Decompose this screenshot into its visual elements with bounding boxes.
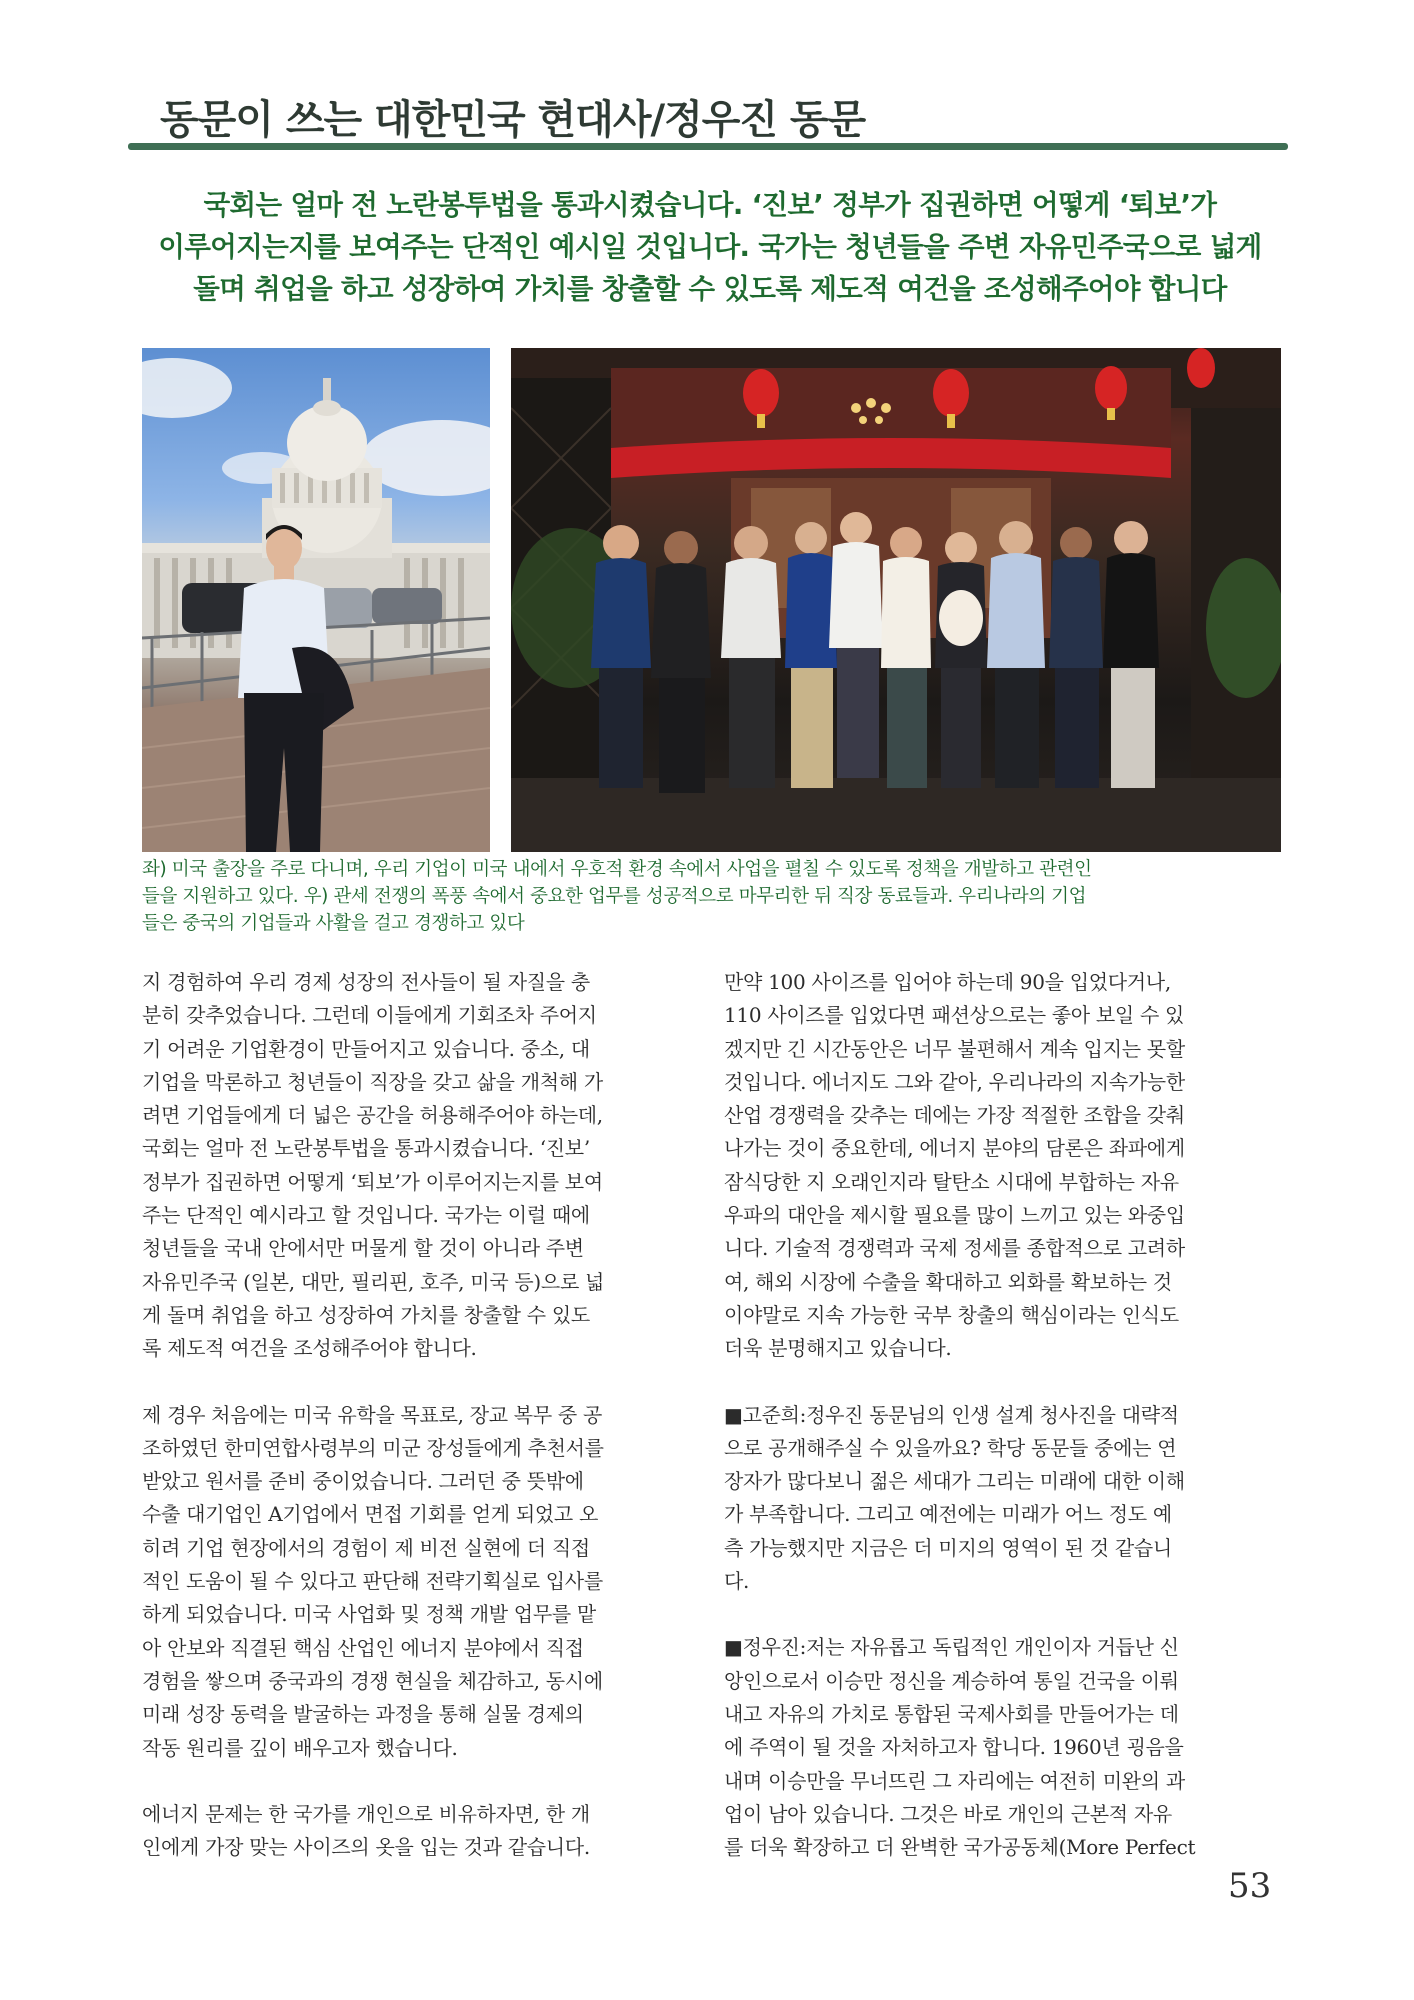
text-line: ■고준희:정우진 동문님의 인생 설계 청사진을 대략적 xyxy=(724,1402,1179,1427)
text-line: 업이 남아 있습니다. 그것은 바로 개인의 근본적 자유 xyxy=(724,1801,1172,1826)
text-line: 잠식당한 지 오래인지라 탈탄소 시대에 부합하는 자유 xyxy=(724,1169,1179,1194)
text-line: 게 돌며 취업을 하고 성장하여 가치를 창출할 수 있도 xyxy=(142,1302,590,1327)
text-line: ■정우진:저는 자유롭고 독립적인 개인이자 거듭난 신 xyxy=(724,1635,1179,1660)
title-divider xyxy=(128,143,1288,150)
lead-line: 돌며 취업을 하고 성장하여 가치를 창출할 수 있도록 제도적 여건을 조성해주어야 합니다 xyxy=(193,273,1227,305)
interview-answer xyxy=(724,1631,1276,1864)
text-line: 하게 되었습니다. 미국 사업화 및 정책 개발 업무를 맡 xyxy=(142,1602,596,1627)
text-line: 우파의 대안을 제시할 필요를 많이 느끼고 있는 와중입 xyxy=(724,1203,1185,1228)
text-line: 에너지 문제는 한 국가를 개인으로 비유하자면, 한 개 xyxy=(142,1801,590,1826)
text-line: 더욱 분명해지고 있습니다. xyxy=(724,1336,952,1361)
page-number: 53 xyxy=(1228,1866,1272,1906)
text-line: 려면 기업들에게 더 넓은 공간을 허용해주어야 하는데, xyxy=(142,1103,603,1128)
section-title: 동문이 쓰는 대한민국 현대사/정우진 동문 xyxy=(160,97,866,143)
text-line: 국회는 얼마 전 노란봉투법을 통과시켰습니다. ‘진보’ xyxy=(142,1136,590,1161)
text-line: 조하였던 한미연합사령부의 미군 장성들에게 추천서를 xyxy=(142,1435,604,1460)
text-line: 청년들을 국내 안에서만 머물게 할 것이 아니라 주변 xyxy=(142,1236,584,1261)
text-line: 내고 자유의 가치로 통합된 국제사회를 만들어가는 데 xyxy=(724,1701,1179,1726)
text-line: 다. xyxy=(724,1569,750,1594)
text-line: 지 경험하여 우리 경제 성장의 전사들이 될 자질을 충 xyxy=(142,970,590,994)
article-column-right xyxy=(724,966,1276,1897)
text-line: 인에게 가장 맞는 사이즈의 옷을 입는 것과 같습니다. xyxy=(142,1835,590,1860)
text-line: 겠지만 긴 시간동안은 너무 불편해서 계속 입지는 못할 xyxy=(724,1036,1185,1061)
text-line: 니다. 기술적 경쟁력과 국제 정세를 종합적으로 고려하 xyxy=(724,1236,1185,1261)
text-line: 적인 도움이 될 수 있다고 판단해 전략기획실로 입사를 xyxy=(142,1569,603,1594)
text-line: 나가는 것이 중요한데, 에너지 분야의 담론은 좌파에게 xyxy=(724,1136,1185,1161)
text-line: 제 경우 처음에는 미국 유학을 목표로, 장교 복무 중 공 xyxy=(142,1402,602,1427)
capitol-photo-illustration xyxy=(142,348,490,852)
article-column-left xyxy=(142,966,694,1897)
text-line: 미래 성장 동력을 발굴하는 과정을 통해 실물 경제의 xyxy=(142,1702,584,1727)
text-line: 자유민주국 (일본, 대만, 필리핀, 호주, 미국 등)으로 넓 xyxy=(142,1269,605,1294)
photo-caption xyxy=(142,856,1282,937)
lead-line: 국회는 얼마 전 노란봉투법을 통과시켰습니다. ‘진보’ 정부가 집권하면 어떻게 ‘퇴보’가 xyxy=(203,189,1217,221)
text-line: 수출 대기업인 A기업에서 면접 기회를 얻게 되었고 오 xyxy=(142,1502,598,1527)
paragraph xyxy=(142,1399,694,1765)
lead-quote xyxy=(150,184,1270,310)
colleagues-group-photo xyxy=(511,348,1281,852)
text-line: 110 사이즈를 입었다면 패션상으로는 좋아 보일 수 있 xyxy=(724,1003,1185,1028)
text-line: 이야말로 지속 가능한 국부 창출의 핵심이라는 인식도 xyxy=(724,1302,1179,1327)
text-line: 경험을 쌓으며 중국과의 경쟁 현실을 체감하고, 동시에 xyxy=(142,1668,603,1693)
text-line: 것입니다. 에너지도 그와 같아, 우리나라의 지속가능한 xyxy=(724,1069,1185,1094)
text-line: 측 가능했지만 지금은 더 미지의 영역이 된 것 같습니 xyxy=(724,1535,1172,1560)
paragraph xyxy=(142,1798,694,1865)
caption-line: 좌) 미국 출장을 주로 다니며, 우리 기업이 미국 내에서 우호적 환경 속에서 사업을 펼칠 수 있도록 정책을 개발하고 관련인 xyxy=(142,859,1092,880)
text-line: 아 안보와 직결된 핵심 산업인 에너지 분야에서 직접 xyxy=(142,1635,584,1660)
caption-line: 들은 중국의 기업들과 사활을 걸고 경쟁하고 있다 xyxy=(142,913,525,934)
text-line: 를 더욱 확장하고 더 완벽한 국가공동체(More Perfect xyxy=(724,1835,1196,1860)
text-line: 에 주역이 될 것을 자처하고자 합니다. 1960년 굉음을 xyxy=(724,1735,1184,1760)
caption-line: 들을 지원하고 있다. 우) 관세 전쟁의 폭풍 속에서 중요한 업무를 성공적으로 마무리한 뒤 직장 동료들과. 우리나라의 기업 xyxy=(142,886,1087,907)
text-line: 여, 해외 시장에 수출을 확대하고 외화를 확보하는 것 xyxy=(724,1269,1172,1294)
capitol-photo xyxy=(142,348,490,852)
text-line: 주는 단적인 예시라고 할 것입니다. 국가는 이럴 때에 xyxy=(142,1203,590,1228)
lead-line: 이루어지는지를 보여주는 단적인 예시일 것입니다. 국가는 청년들을 주변 자유민주국으로 넓게 xyxy=(158,231,1262,263)
text-line: 받았고 원서를 준비 중이었습니다. 그러던 중 뜻밖에 xyxy=(142,1469,584,1494)
text-line: 만약 100 사이즈를 입어야 하는데 90을 입었다거나, xyxy=(724,970,1171,994)
text-line: 분히 갖추었습니다. 그런데 이들에게 기회조차 주어지 xyxy=(142,1003,597,1028)
interview-question xyxy=(724,1399,1276,1599)
paragraph xyxy=(724,966,1276,1366)
text-line: 가 부족합니다. 그리고 예전에는 미래가 어느 정도 예 xyxy=(724,1502,1172,1527)
text-line: 으로 공개해주실 수 있을까요? 학당 동문들 중에는 연 xyxy=(724,1435,1177,1460)
text-line: 정부가 집권하면 어떻게 ‘퇴보’가 이루어지는지를 보여 xyxy=(142,1169,603,1194)
text-line: 장자가 많다보니 젊은 세대가 그리는 미래에 대한 이해 xyxy=(724,1469,1185,1494)
text-line: 작동 원리를 깊이 배우고자 했습니다. xyxy=(142,1735,458,1760)
text-line: 산업 경쟁력을 갖추는 데에는 가장 적절한 조합을 갖춰 xyxy=(724,1103,1185,1128)
colleagues-group-photo-illustration xyxy=(511,348,1281,852)
text-line: 록 제도적 여건을 조성해주어야 합니다. xyxy=(142,1336,477,1361)
text-line: 앙인으로서 이승만 정신을 계승하여 통일 건국을 이뤄 xyxy=(724,1668,1179,1693)
paragraph xyxy=(142,966,694,1366)
text-line: 히려 기업 현장에서의 경험이 제 비전 실현에 더 직접 xyxy=(142,1535,590,1560)
text-line: 내며 이승만을 무너뜨린 그 자리에는 여전히 미완의 과 xyxy=(724,1768,1185,1793)
text-line: 기업을 막론하고 청년들이 직장을 갖고 삶을 개척해 가 xyxy=(142,1069,603,1094)
text-line: 기 어려운 기업환경이 만들어지고 있습니다. 중소, 대 xyxy=(142,1036,590,1061)
